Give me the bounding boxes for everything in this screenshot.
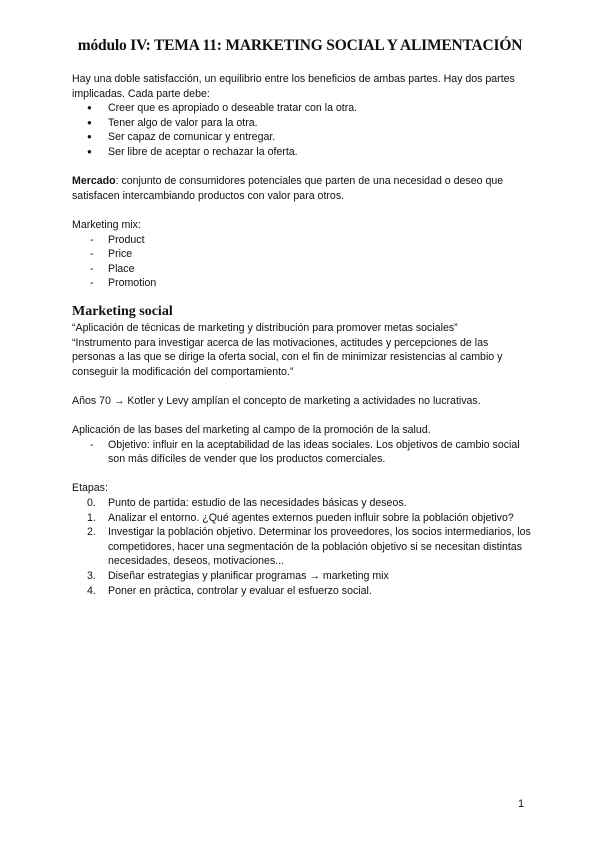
anos-70-paragraph: Años 70 → Kotler y Levy amplían el concepto de marketing a actividades no lucrativas.: [72, 394, 481, 407]
objetivo-text: Objetivo: influir en la aceptabilidad de las ideas sociales. Los objetivos de cambio social son más difíciles de vender que los productos comerciales.: [108, 438, 520, 466]
page-number: 1: [518, 798, 525, 810]
objetivo-list: [72, 438, 532, 467]
dash-marker: -: [90, 277, 94, 290]
list-item: ● Ser libre de aceptar o rechazar la oferta.: [72, 145, 532, 160]
step-text: Punto de partida: estudio de las necesidades básicas y deseos.: [108, 497, 407, 510]
document-body: [72, 72, 532, 598]
step-number: 3.: [87, 570, 96, 582]
list-item: [72, 262, 532, 277]
step-text: Poner en práctica, controlar y evaluar el esfuerzo social.: [108, 584, 372, 597]
list-item: [72, 525, 532, 569]
step-text: Analizar el entorno. ¿Qué agentes externos pueden influir sobre la población objetivo?: [108, 511, 514, 524]
marketing-mix-label: Marketing mix:: [72, 218, 141, 231]
list-item: [72, 511, 532, 526]
mix-item-label: Product: [108, 233, 145, 246]
step-text: Investigar la población objetivo. Determinar los proveedores, los socios intermediarios, los competidores, hacer una segmentación de la población objetivo si se necesitan distintas necesidades, deseos, motivaciones...: [108, 526, 531, 568]
mix-item-label: Place: [108, 262, 135, 275]
list-item: [72, 233, 532, 248]
quote-2: “Instrumento para investigar acerca de las motivaciones, actitudes y percepciones de las personas a las que se dirige la oferta social, con el fin de minimizar resistencias al cambio y conseguir la modificación del comportamiento.”: [72, 336, 503, 378]
list-item: [72, 584, 532, 599]
list-item: ● Creer que es apropiado o deseable tratar con la otra.: [72, 101, 532, 116]
etapas-list: [72, 496, 532, 598]
list-item: [72, 496, 532, 511]
list-item: [72, 569, 532, 584]
list-item: [72, 438, 532, 467]
mercado-paragraph: [72, 174, 532, 203]
step-text: Diseñar estrategias y planificar programas → marketing mix: [108, 570, 389, 582]
marketing-mix-list: [72, 233, 532, 291]
list-item: ● Ser capaz de comunicar y entregar.: [72, 130, 532, 145]
step-number: 0.: [87, 497, 96, 510]
mix-item-label: Price: [108, 248, 133, 261]
aplicacion-paragraph: Aplicación de las bases del marketing al campo de la promoción de la salud.: [72, 424, 431, 437]
dash-marker: -: [90, 438, 94, 451]
step-number: 4.: [87, 584, 96, 597]
dash-marker: -: [90, 248, 94, 261]
list-item: ● Tener algo de valor para la otra.: [72, 116, 532, 131]
section-heading: Marketing social: [72, 303, 173, 319]
step-number: 1.: [87, 511, 96, 524]
dash-marker: -: [90, 262, 94, 275]
quote-1: “Aplicación de técnicas de marketing y distribución para promover metas sociales”: [72, 321, 458, 334]
mercado-term: Mercado: [72, 175, 116, 188]
list-item: [72, 276, 532, 291]
page-title: módulo IV: TEMA 11: MARKETING SOCIAL Y ALIMENTACIÓN: [77, 37, 523, 54]
mercado-definition: : conjunto de consumidores potenciales que parten de una necesidad o deseo que satisfacen intercambiando productos con valor para otros.: [72, 175, 504, 202]
mix-item-label: Promotion: [108, 277, 157, 290]
step-number: 2.: [87, 526, 96, 539]
intro-paragraph: Hay una doble satisfacción, un equilibrio entre los beneficios de ambas partes. Hay dos partes implicadas. Cada parte debe:: [72, 73, 515, 100]
list-item: [72, 247, 532, 262]
dash-marker: -: [90, 233, 94, 246]
requirements-list: [72, 101, 532, 159]
etapas-label: Etapas:: [72, 482, 108, 495]
